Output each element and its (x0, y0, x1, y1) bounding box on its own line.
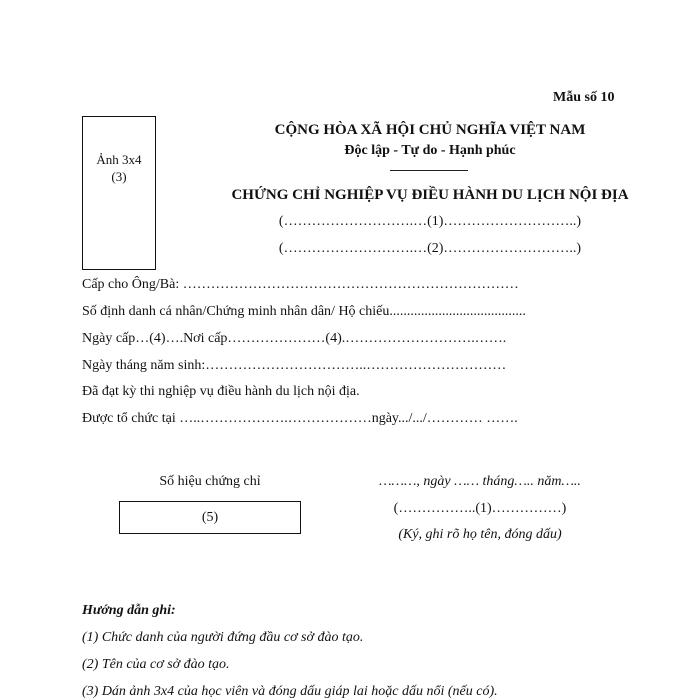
photo-label-group (83, 151, 155, 185)
signer-title-line: (……………..(1)……………) (393, 501, 567, 516)
guide-note: (1) Chức danh của người đứng đầu cơ sở đào tạo. (82, 630, 364, 645)
issuer-title-line: (……………………….…(1)………………………..) (278, 214, 582, 229)
guide-note: (3) Dán ảnh 3x4 của học viên và đóng dấu giáp lai hoặc dấu nổi (nếu có). (82, 684, 498, 699)
institution-name-line: (……………………….…(2)………………………..) (278, 241, 582, 256)
national-motto: Độc lập - Tự do - Hạnh phúc (344, 143, 516, 158)
passed-exam-text: Đã đạt kỳ thi nghiệp vụ điều hành du lịch nội địa. (82, 384, 360, 399)
organized-at-field: Được tổ chức tại …..……………….………………ngày.../.../………… ……. (82, 411, 518, 426)
signer-note: (Ký, ghi rõ họ tên, đóng dấu) (398, 527, 562, 542)
issued-to-field: Cấp cho Ông/Bà: ……………………………………………………………… (82, 277, 519, 292)
photo-placeholder-box (82, 116, 156, 270)
form-number: Mẫu số 10 (553, 90, 615, 105)
guide-title: Hướng dẫn ghi: (82, 603, 176, 618)
id-number-field: Số định danh cá nhân/Chứng minh nhân dân/ Hộ chiếu....................................... (82, 304, 526, 319)
birth-date-field: Ngày tháng năm sinh:……………………………..………………………… (82, 358, 507, 373)
signature-date-line: ………, ngày …… tháng….. năm….. (379, 474, 581, 489)
motto-underline (390, 170, 468, 171)
photo-ref: (3) (111, 169, 127, 184)
issue-date-place-field: Ngày cấp…(4)….Nơi cấp…………………(4).……………………….……. (82, 331, 507, 346)
certificate-title: CHỨNG CHỈ NGHIỆP VỤ ĐIỀU HÀNH DU LỊCH NỘI ĐỊA (231, 187, 629, 203)
photo-label: Ảnh 3x4 (96, 152, 142, 167)
cert-number-box: (5) (119, 501, 301, 534)
cert-number-label: Số hiệu chứng chỉ (159, 474, 261, 489)
national-title: CỘNG HÒA XÃ HỘI CHỦ NGHĨA VIỆT NAM (274, 122, 586, 138)
guide-note: (2) Tên của cơ sở đào tạo. (82, 657, 230, 672)
